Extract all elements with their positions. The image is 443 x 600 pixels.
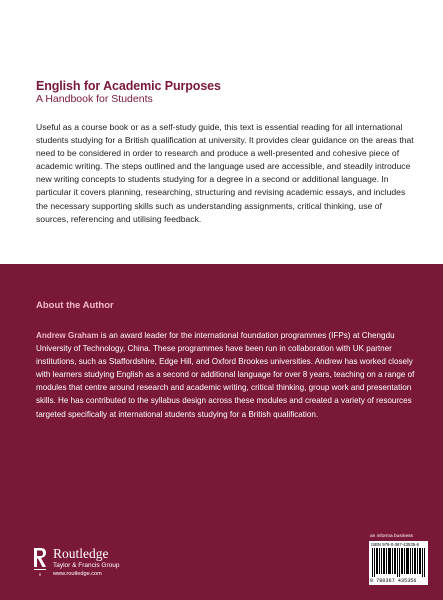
routledge-r-icon bbox=[32, 546, 48, 578]
barcode-bars-icon bbox=[371, 548, 426, 577]
barcode bbox=[369, 541, 428, 585]
svg-text:R: R bbox=[38, 573, 42, 577]
book-subtitle: A Handbook for Students bbox=[36, 93, 153, 105]
barcode-digits: 9 780367 435356 bbox=[370, 578, 417, 584]
publisher-group: Taylor & Francis Group bbox=[53, 562, 120, 569]
informa-label: an informa business bbox=[370, 534, 413, 539]
cover-top-panel bbox=[0, 0, 443, 264]
book-blurb: Useful as a course book or as a self-study guide, this text is essential reading for all international students studying for a British qualification at university. It provides clear guidance on the areas that need to be considered in order to research and produce a well-presented and cohesive piece of academic writing. The steps outlined and the language used are accessible, and steadily introduce new writing concepts to students studying for a degree in a second or additional language. In particular it covers planning, researching, structuring and revising academic essays, and includes the necessary supporting skills such as understanding assignments, critical thinking, use of sources, referencing and utilising feedback. bbox=[36, 122, 414, 224]
about-author-heading: About the Author bbox=[36, 300, 114, 311]
publisher-name: Routledge bbox=[53, 546, 109, 561]
publisher-logo bbox=[32, 546, 182, 580]
author-bio-text: is an award leader for the international foundation programmes (IFPs) at Chengdu University of Technology, China. These programmes have been run in collaboration with UK partner institutions, such as Staffordshire, Edge Hill, and Oxford Brookes universities. Andrew has worked closely with learners studying English as a second or additional language for over 8 years, teaching on a range of modules that centre around research and academic writing, critical thinking, group work and presentation skills. He has contributed to the syllabus design across these modules and created a variety of resources targeted specifically at international students studying for a British qualification. bbox=[36, 331, 415, 419]
publisher-url: www.routledge.com bbox=[53, 571, 102, 577]
author-bio bbox=[36, 329, 418, 421]
isbn-text: ISBN 978-0-367-43535-6 bbox=[371, 542, 420, 547]
author-name: Andrew Graham bbox=[36, 331, 99, 340]
book-title: English for Academic Purposes bbox=[36, 79, 221, 93]
